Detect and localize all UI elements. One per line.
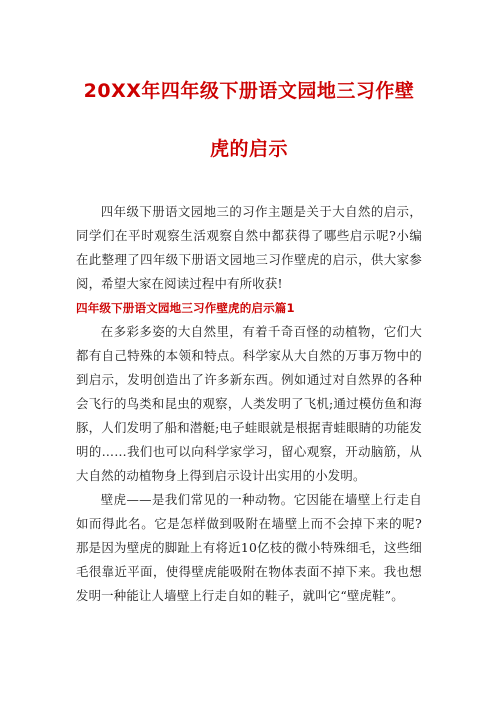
body-paragraph-2: 壁虎——是我们常见的一种动物。它因能在墙壁上行走自如而得此名。它是怎样做到吸附在墙壁上而不会掉下来的呢?那是因为壁虎的脚趾上有将近10亿枝的微小特殊细毛，这些细毛很靠近平面，使得壁虎能吸附在物体表面不掉下来。我也想发明一种能让人墙壁上行走自如的鞋子，就叫它“壁虎鞋”。 (76, 492, 422, 603)
body-paragraph-1: 在多彩多姿的大自然里，有着千奇百怪的动植物，它们大都有自己特殊的本领和特点。科学家从大自然的万事万物中的到启示，发明创造出了许多新东西。例如通过对自然界的各种会飞行的鸟类和昆虫的观察，人类发明了飞机;通过模仿鱼和海豚，人们发明了船和潜艇;电子蛙眼就是根据青蛙眼睛的功能发明的……我们也可以向科学家学习，留心观察，开动脑筋，从大自然的动植物身上得到启示设计出实用的小发明。 (76, 324, 422, 483)
intro-paragraph: 四年级下册语文园地三的习作主题是关于大自然的启示，同学们在平时观察生活观察自然中都获得了哪些启示呢?小编在此整理了四年级下册语文园地三习作壁虎的启示，供大家参阅，希望大家在阅读过程中有所收获! (76, 204, 422, 291)
document-title-line-1: 20XX年四年级下册语文园地三习作壁 (83, 80, 415, 102)
document-title-line-2: 虎的启示 (209, 138, 288, 160)
section-heading: 四年级下册语文园地三习作壁虎的启示篇1 (76, 301, 295, 315)
